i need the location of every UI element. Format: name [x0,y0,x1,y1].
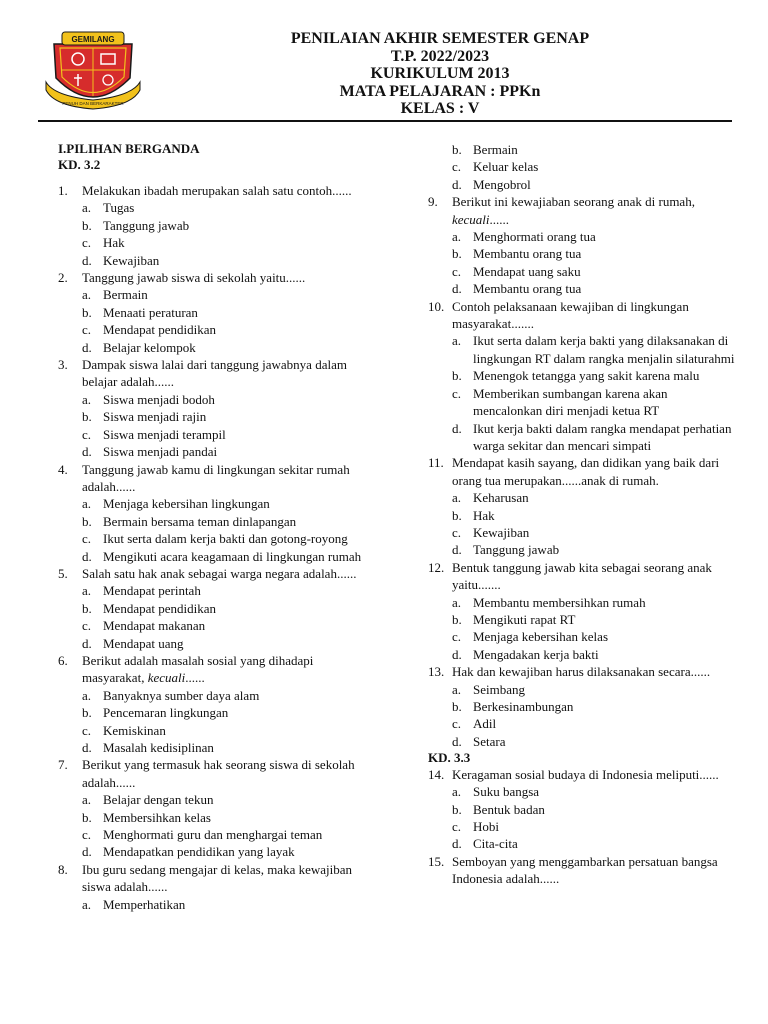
option-a[interactable]: a. Menghormati orang tua [452,229,596,245]
left-column [58,141,376,913]
option-d[interactable]: d. Mendapatkan pendidikan yang layak [82,844,295,860]
section-title: I.PILIHAN BERGANDA [58,141,200,156]
option-a[interactable]: a. Mendapat perintah [82,583,201,599]
option-c[interactable]: c. Kewajiban [452,524,530,540]
option-d[interactable]: d. Mendapat uang [82,635,184,651]
question: 13. Hak dan kewajiban harus dilaksanakan secara...... [428,664,711,680]
logo-ribbon-text: PENUH DAN BERKARAKTER [62,101,124,106]
right-column [428,141,740,888]
option-b[interactable]: b. Membantu orang tua [452,246,582,262]
option-c[interactable]: c. Mendapat pendidikan [82,322,216,338]
question: 5. Salah satu hak anak sebagai warga negara adalah...... [58,565,357,581]
option-d[interactable]: d. Setara [452,733,506,749]
logo-banner-text: GEMILANG [71,35,115,44]
question: 6. Berikut adalah masalah sosial yang dihadapi masyarakat, kecuali...... [58,652,314,686]
option-a[interactable]: a. Membantu membersihkan rumah [452,594,646,610]
option-a[interactable]: a. Suku bangsa [452,784,540,800]
option-c[interactable]: c. Hak [82,235,125,251]
option-b[interactable]: b. Bermain bersama teman dinlapangan [82,513,297,529]
option-a[interactable]: a. Keharusan [452,490,529,506]
option-c[interactable]: c. Ikut serta dalam kerja bakti dan gotong-royong [82,531,348,547]
option-c[interactable]: c. Hobi [452,818,499,834]
option-b[interactable]: b. Bermain [452,142,518,157]
option-a[interactable]: a. Menjaga kebersihan lingkungan [82,496,270,512]
option-b[interactable]: b. Tanggung jawab [82,217,190,233]
option-d[interactable]: d. Mengobrol [452,176,531,192]
option-b[interactable]: b. Siswa menjadi rajin [82,409,207,425]
header-curriculum: KURIKULUM 2013 [370,65,510,82]
option-c[interactable]: c. Keluar kelas [452,159,539,175]
option-c[interactable]: c. Mendapat uang saku [452,263,581,279]
option-a[interactable]: a. Seimbang [452,681,525,697]
option-d[interactable]: d. Mengadakan kerja bakti [452,646,599,662]
option-b[interactable]: b. Mendapat pendidikan [82,600,216,616]
option-a[interactable]: a. Banyaknya sumber daya alam [82,687,260,703]
question: 11. Mendapat kasih sayang, dan didikan yang baik dari orang tua merupakan......anak di rumah. [428,455,720,488]
question: 8. Ibu guru sedang mengajar di kelas, maka kewajiban siswa adalah...... [58,861,353,895]
option-b[interactable]: b. Pencemaran lingkungan [82,705,229,721]
option-d[interactable]: d. Membantu orang tua [452,281,582,297]
question: 9. Berikut ini kewajiaban seorang anak di rumah, kecuali...... [428,194,695,227]
header-divider [38,120,732,122]
option-d[interactable]: d. Kewajiban [82,252,160,268]
option-c[interactable]: c. Adil [452,716,497,732]
exam-header [210,30,670,118]
question: 15. Semboyan yang menggambarkan persatuan bangsa Indonesia adalah...... [428,853,718,887]
option-d[interactable]: d. Mengikuti acara keagamaan di lingkungan rumah [82,548,362,564]
option-d[interactable]: d. Belajar kelompok [82,339,196,355]
school-logo [44,30,142,110]
option-b[interactable]: b. Hak [452,507,495,523]
option-d[interactable]: d. Ikut kerja bakti dalam rangka mendapat perhatian warga sekitar dan mencari simpati [452,420,732,453]
option-b[interactable]: b. Menaati peraturan [82,304,198,320]
option-a[interactable]: a. Memperhatikan [82,896,186,912]
question: 3. Dampak siswa lalai dari tanggung jawabnya dalam belajar adalah...... [58,357,347,390]
question: 4. Tanggung jawab kamu di lingkungan sekitar rumah adalah...... [58,461,350,494]
option-b[interactable]: b. Berkesinambungan [452,699,574,714]
option-c[interactable]: c. Kemiskinan [82,722,166,738]
option-a[interactable]: a. Bermain [82,287,148,303]
question: 12. Bentuk tanggung jawab kita sebagai seorang anak yaitu....... [428,559,712,593]
header-title: PENILAIAN AKHIR SEMESTER GENAP [290,30,590,47]
option-b[interactable]: b. Menengok tetangga yang sakit karena malu [452,368,700,384]
option-d[interactable]: d. Masalah kedisiplinan [82,740,214,755]
option-c[interactable]: c. Mendapat makanan [82,618,206,634]
question: 2. Tanggung jawab siswa di sekolah yaitu...... [58,270,306,286]
option-b[interactable]: b. Membersihkan kelas [82,809,211,825]
option-b[interactable]: b. Bentuk badan [452,801,545,817]
header-year: T.P. 2022/2023 [390,47,490,65]
question: 1. Melakukan ibadah merupakan salah satu contoh...... [58,183,352,198]
kd-heading: KD. 3.3 [428,750,471,766]
option-a[interactable]: a. Tugas [82,200,135,216]
option-d[interactable]: d. Tanggung jawab [452,542,560,558]
option-c[interactable]: c. Siswa menjadi terampil [82,426,226,442]
question: 14. Keragaman sosial budaya di Indonesia meliputi...... [428,766,719,782]
option-d[interactable]: d. Siswa menjadi pandai [82,444,218,460]
header-class: KELAS : V [400,100,480,117]
option-c[interactable]: c. Menghormati guru dan menghargai teman [82,827,323,843]
option-a[interactable]: a. Belajar dengan tekun [82,792,214,808]
option-b[interactable]: b. Mengikuti rapat RT [452,611,576,627]
option-d[interactable]: d. Cita-cita [452,836,518,852]
option-c[interactable]: c. Memberikan sumbangan karena akan mencalonkan diri menjadi ketua RT [452,385,668,419]
question: 10. Contoh pelaksanaan kewajiban di lingkungan masyarakat....... [428,298,689,332]
option-a[interactable]: a. Ikut serta dalam kerja bakti yang dilaksanakan di lingkungan RT dalam rangka menjalin silaturahmi [452,333,735,366]
header-subject: MATA PELAJARAN : PPKn [339,82,541,100]
option-c[interactable]: c. Menjaga kebersihan kelas [452,629,609,645]
question: 7. Berikut yang termasuk hak seorang siswa di sekolah adalah...... [58,757,355,790]
kd-heading: KD. 3.2 [58,156,101,172]
option-a[interactable]: a. Siswa menjadi bodoh [82,391,215,407]
